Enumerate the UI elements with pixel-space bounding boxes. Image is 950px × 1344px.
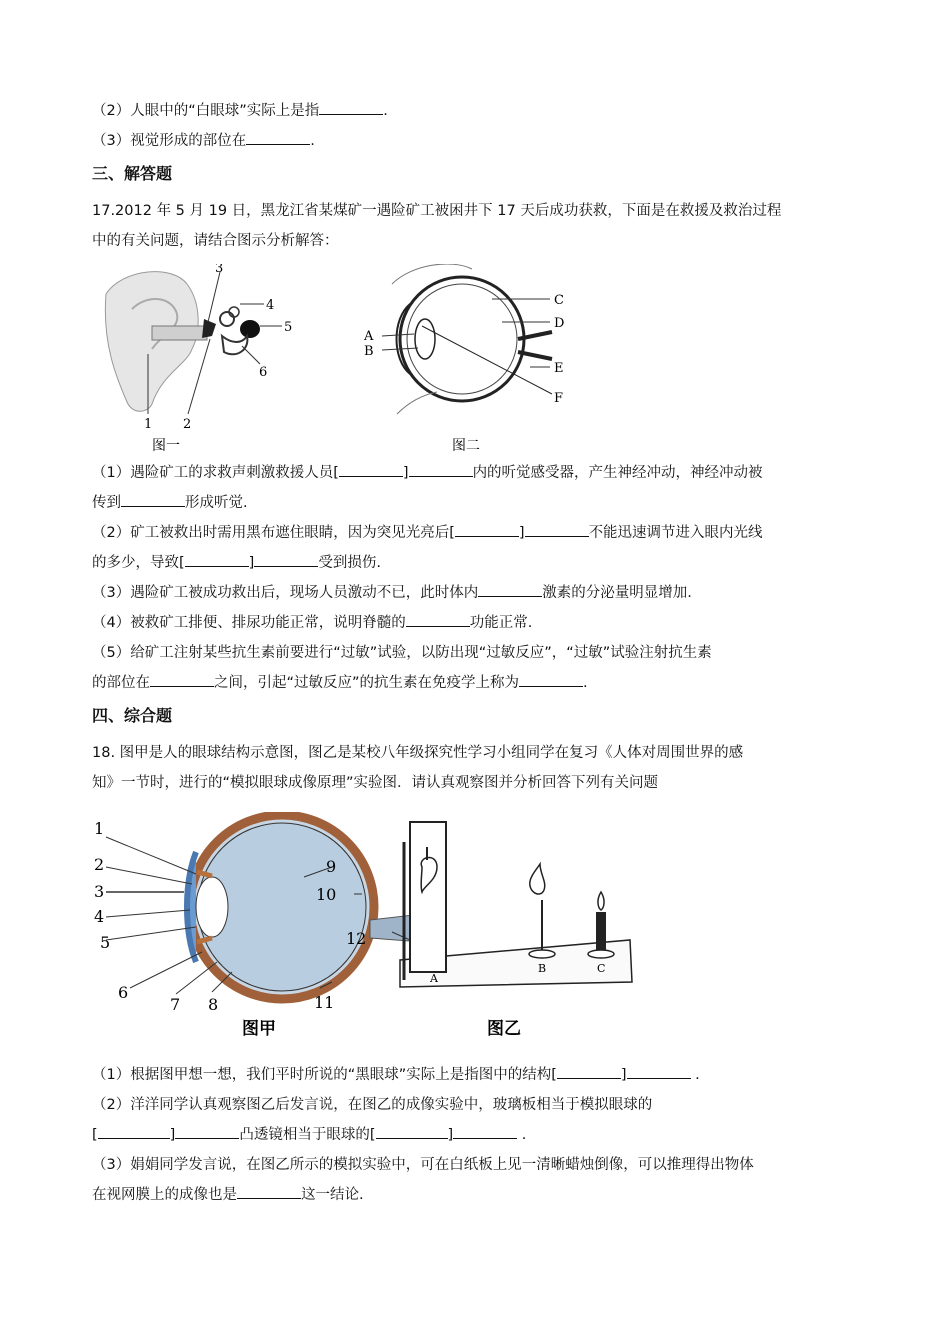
answer-blank[interactable]: [455, 521, 519, 537]
answer-blank[interactable]: [453, 1123, 517, 1139]
eyeball-label: 8: [208, 995, 219, 1014]
eyeball-label: 7: [170, 995, 181, 1014]
answer-blank[interactable]: [319, 99, 383, 115]
figure-jia-caption: 图甲: [242, 1019, 276, 1039]
answer-blank[interactable]: [150, 671, 214, 687]
answer-blank[interactable]: [339, 461, 403, 477]
question-17-part-5: （5）给矿工注射某些抗生素前要进行“过敏”试验，以防出现“过敏反应”，“过敏”试验注射抗生素: [92, 645, 712, 661]
question-17-part-4: （4）被救矿工排便、排尿功能正常，说明脊髓的 功能正常.: [92, 608, 862, 638]
eye-label: A: [364, 329, 374, 344]
eyeball-label: 2: [94, 855, 105, 874]
eyeball-label: 12: [346, 929, 367, 948]
answer-blank[interactable]: [254, 551, 318, 567]
experiment-label: C: [597, 962, 606, 975]
section-heading-comprehensive: 四、综合题: [92, 706, 173, 725]
eyeball-label: 9: [326, 857, 337, 876]
eyeball-structure-diagram: [94, 815, 422, 1039]
ear-label: 5: [284, 320, 293, 335]
experiment-diagram: [400, 822, 632, 1039]
question-text: （2）人眼中的“白眼球”实际上是指: [92, 103, 320, 119]
figure-2-caption: 图二: [452, 438, 480, 454]
question-17-part-1: （1）遇险矿工的求救声刺激救援人员[ ] 内的听觉感受器，产生神经冲动，神经冲动被: [92, 458, 862, 488]
section-heading-answer: 三、解答题: [92, 164, 173, 183]
eyeball-label: 4: [94, 907, 105, 926]
answer-blank[interactable]: [98, 1123, 170, 1139]
answer-blank[interactable]: [557, 1063, 621, 1079]
question-18-stem: 知》一节时，进行的“模拟眼球成像原理”实验图．请认真观察图并分析回答下列有关问题: [92, 775, 659, 791]
question-17-part-2: （2）矿工被救出时需用黑布遮住眼睛，因为突见光亮后[ ] 不能迅速调节进入眼内光线: [92, 518, 862, 548]
answer-blank[interactable]: [406, 611, 470, 627]
exam-page: [92, 96, 862, 1210]
experiment-label: A: [430, 972, 438, 985]
eyeball-label: 5: [100, 933, 111, 952]
eyeball-label: 6: [118, 983, 129, 1002]
question-17-stem: 中的有关问题，请结合图示分析解答：: [92, 233, 339, 249]
ear-label: 6: [259, 365, 268, 380]
eye-label: F: [554, 391, 564, 406]
question-16-part-2: （2）人眼中的“白眼球”实际上是指 .: [92, 96, 862, 126]
experiment-label: B: [538, 962, 547, 975]
eye-label: C: [554, 293, 564, 308]
answer-blank[interactable]: [409, 461, 473, 477]
question-17-part-2-cont: 的多少，导致[ ] 受到损伤.: [92, 548, 862, 578]
answer-blank[interactable]: [237, 1183, 301, 1199]
eye-label: E: [554, 361, 564, 376]
ear-label: 4: [266, 298, 275, 313]
answer-blank[interactable]: [121, 491, 185, 507]
question-text: （3）视觉形成的部位在: [92, 133, 247, 149]
answer-blank[interactable]: [627, 1063, 691, 1079]
eye-diagram: [363, 264, 564, 454]
figure-1-caption: 图一: [152, 438, 180, 454]
answer-blank[interactable]: [376, 1123, 448, 1139]
answer-blank[interactable]: [246, 129, 310, 145]
question-16-part-3: （3）视觉形成的部位在 .: [92, 126, 862, 156]
question-18-part-3: （3）娟娟同学发言说，在图乙所示的模拟实验中，可在白纸板上见一清晰蜡烛倒像，可以推理得出物体: [92, 1157, 754, 1173]
question-18-stem: 18. 图甲是人的眼球结构示意图，图乙是某校八年级探究性学习小组同学在复习《人体对周围世界的感: [92, 745, 744, 761]
answer-blank[interactable]: [478, 581, 542, 597]
question-17-part-1-cont: 传到 形成听觉.: [92, 488, 862, 518]
eye-label: D: [554, 316, 565, 331]
ear-label: 2: [183, 417, 192, 432]
eyeball-label: 3: [94, 882, 105, 901]
question-17-part-3: （3）遇险矿工被成功救出后，现场人员激动不已，此时体内 激素的分泌量明显增加.: [92, 578, 862, 608]
answer-blank[interactable]: [185, 551, 249, 567]
answer-blank[interactable]: [519, 671, 583, 687]
answer-blank[interactable]: [525, 521, 589, 537]
figure-yi-caption: 图乙: [487, 1019, 521, 1039]
eye-label: B: [364, 344, 374, 359]
eyeball-label: 11: [314, 993, 335, 1012]
question-18-part-1: （1）根据图甲想一想，我们平时所说的“黑眼球”实际上是指图中的结构[ ] .: [92, 1060, 862, 1090]
eyeball-label: 10: [316, 885, 337, 904]
answer-blank[interactable]: [175, 1123, 239, 1139]
ear-label: 1: [144, 417, 153, 432]
eyeball-label: 1: [94, 819, 105, 838]
ear-diagram: [105, 264, 292, 454]
question-18-part-2-cont: [ ] 凸透镜相当于眼球的[ ] .: [92, 1120, 862, 1150]
question-18-part-2: （2）洋洋同学认真观察图乙后发言说，在图乙的成像实验中，玻璃板相当于模拟眼球的: [92, 1097, 653, 1113]
ear-label: 3: [215, 264, 224, 276]
question-17-stem: 17.2012 年 5 月 19 日，黑龙江省某煤矿一遇险矿工被困井下 17 天后成功获救，下面是在救援及救治过程: [92, 203, 782, 219]
figure-row-eyeball-experiment: [92, 812, 862, 1052]
question-17-part-5-cont: 的部位在 之间，引起“过敏反应”的抗生素在免疫学上称为 .: [92, 668, 862, 698]
ear-and-eye-figures: [92, 264, 652, 454]
question-18-part-3-cont: 在视网膜上的成像也是 这一结论.: [92, 1180, 862, 1210]
figure-row-ear-eye: [92, 264, 862, 454]
eyeball-and-experiment-figures: [92, 812, 692, 1052]
